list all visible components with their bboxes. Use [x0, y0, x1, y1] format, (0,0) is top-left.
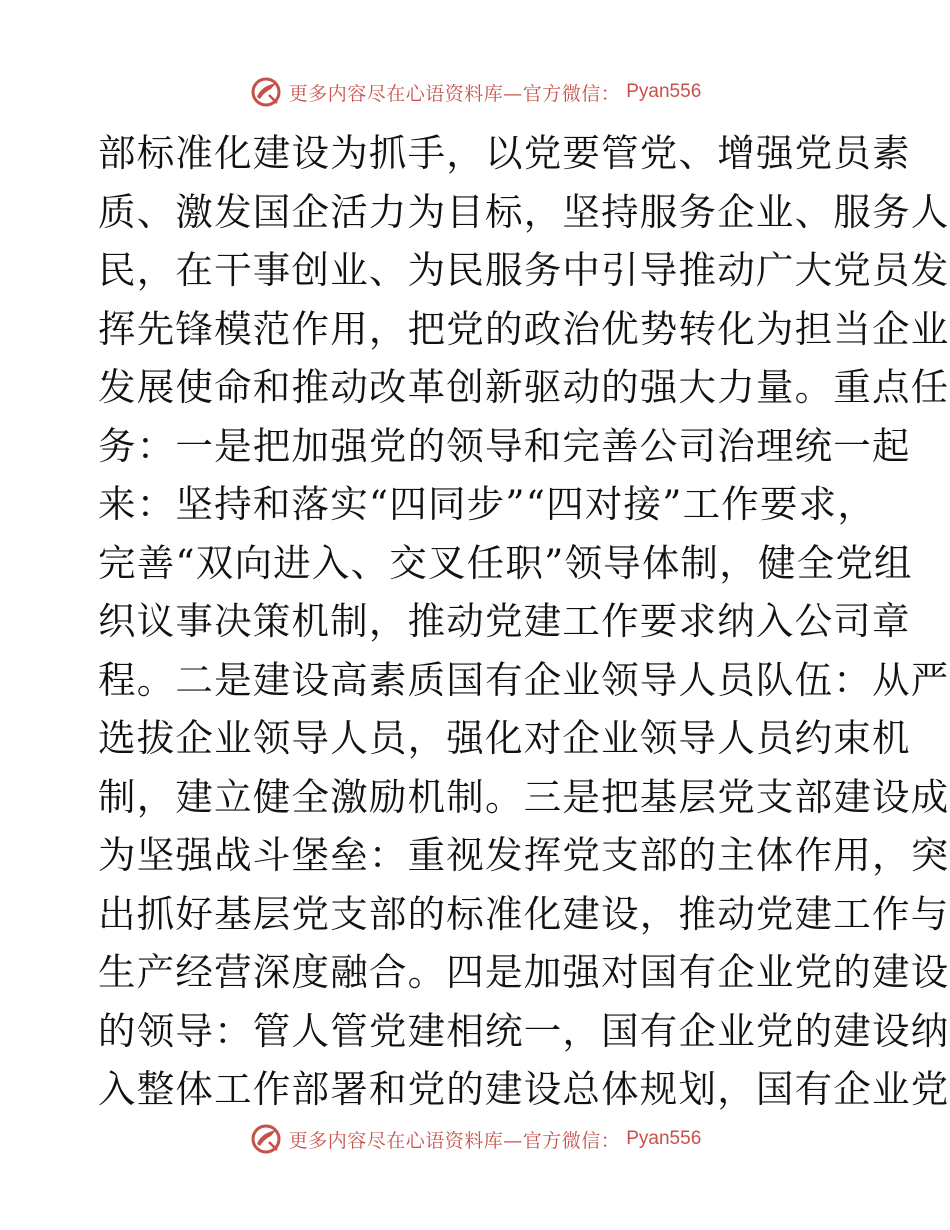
- body-line: 入整体工作部署和党的建设总体规划，国有企业党: [98, 1067, 950, 1111]
- document-body: [98, 124, 950, 1119]
- body-line: 部标准化建设为抓手，以党要管党、增强党员素: [98, 131, 911, 175]
- watermark-text: 更多内容尽在心语资料库—官方微信：: [288, 82, 621, 105]
- body-line: 民，在干事创业、为民服务中引导推动广大党员发: [98, 248, 950, 292]
- body-line: 制，建立健全激励机制。三是把基层党支部建设成: [98, 774, 950, 819]
- body-line: 的领导：管人管党建相统一，国有企业党的建设纳: [98, 1008, 950, 1053]
- footer-watermark: [0, 1119, 950, 1159]
- body-line: 生产经营深度融合。四是加强对国有企业党的建设: [98, 950, 950, 994]
- body-line: 完善“双向进入、交叉任职”领导体制，健全党组: [98, 540, 913, 585]
- body-line: 来：坚持和落实“四同步”“四对接”工作要求，: [98, 482, 877, 526]
- watermark-id: Pyan556: [626, 1128, 702, 1149]
- body-line: 出抓好基层党支部的标准化建设，推动党建工作与: [98, 891, 950, 936]
- body-line: 质、激发国企活力为目标，坚持服务企业、服务人: [98, 189, 950, 234]
- watermark-text: 更多内容尽在心语资料库—官方微信：: [288, 1129, 621, 1152]
- header-watermark: [0, 72, 950, 112]
- body-line: 挥先锋模范作用，把党的政治优势转化为担当企业: [98, 306, 950, 351]
- body-line: 程。二是建设高素质国有企业领导人员队伍：从严: [98, 657, 950, 702]
- body-line: 为坚强战斗堡垒：重视发挥党支部的主体作用，突: [98, 833, 950, 877]
- logo-icon: [249, 75, 283, 109]
- logo-icon: [249, 1122, 283, 1156]
- body-line: 织议事决策机制，推动党建工作要求纳入公司章: [98, 599, 911, 643]
- body-line: 务：一是把加强党的领导和完善公司治理统一起: [98, 423, 911, 468]
- watermark-id: Pyan556: [626, 81, 702, 102]
- body-line: 选拔企业领导人员，强化对企业领导人员约束机: [98, 716, 911, 760]
- body-line: 发展使命和推动改革创新驱动的强大力量。重点任: [98, 365, 950, 409]
